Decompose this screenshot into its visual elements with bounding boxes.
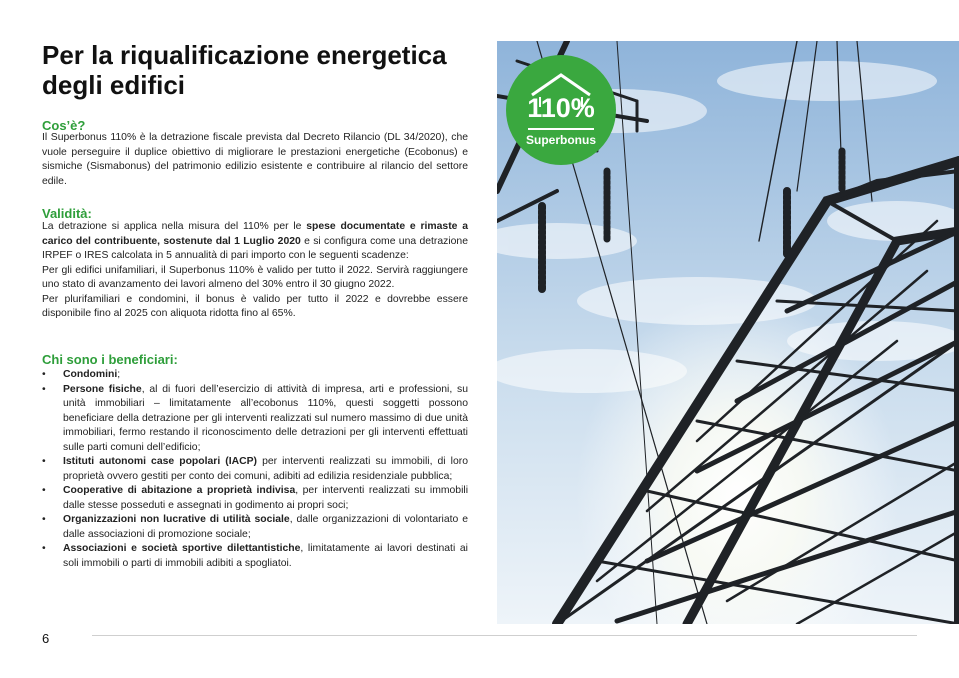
validita-p1-start: La detrazione si applica nella misura del 110% per le [42,221,307,232]
section-heading-cose: Cos’è? [42,118,86,133]
list-item [42,455,468,484]
validita-paragraph-1 [42,220,468,264]
bullet: • [42,383,46,395]
badge-divider [528,128,594,130]
validita-paragraph-2: Per gli edifici unifamiliari, il Superbonus 110% è valido per tutto il 2022. Servirà raggiungere uno stato di avanzamento dei lavori almeno del 30% entro il 30 giugno 2022. [42,264,468,290]
bullet: • [42,543,46,554]
section-heading-beneficiari: Chi sono i beneficiari: [42,352,178,367]
superbonus-badge [506,55,616,165]
validita-paragraph-3: Per plurifamiliari e condomini, il bonus è valido per tutto il 2022 e dovrebbe essere disponibile fino al 2025 con aliquota ridotta fino al 65%. [42,293,468,319]
list-item-text: , limitatamente ai lavori destinati ai soli immobili o parti di immobili adibiti a spogliatoi. [63,543,468,569]
section-heading-validita: Validità: [42,206,92,221]
validita-p1-bold: spese documentate e rimaste a carico del contribuente, sostenute dal 1 Luglio 2020 [42,221,468,247]
list-item-title: Condomini [63,369,118,380]
page-number: 6 [42,631,50,646]
beneficiari-list [42,368,468,571]
list-item-text: per interventi realizzati su immobili, di loro proprietà ovvero gestiti per conto dei comuni, adibiti ad edilizia residenziale pubblica; [63,456,469,482]
list-item [42,484,468,513]
footer-divider [92,635,917,636]
bullet: • [42,514,46,525]
list-item [42,542,468,571]
list-item-title: Cooperative di abitazione a proprietà indivisa [63,485,296,496]
list-item-title: Persone fisiche [63,383,142,395]
list-item-text: ; [117,369,121,380]
badge-percent: 110% [527,93,595,123]
bullet: • [42,369,46,380]
list-item-text: , per interventi realizzati su immobili dalle stesse posseduti e assegnati in godimento ai propri soci; [63,485,469,511]
list-item-title: Organizzazioni non lucrative di utilità sociale [63,514,290,525]
list-item [42,368,468,383]
list-item-text: , dalle organizzazioni di volontariato e dalle associazioni di promozione sociale; [63,514,468,540]
list-item [42,383,468,456]
list-item-text: , al di fuori dell’esercizio di attività di impresa, arti e professioni, su unità immobiliari – limitatamente all’ecobonus 110%, questi soggetti possono beneficiare della detrazione per gli interventi realizzati sul numero massimo di due unità immobiliari, fermo restando il riconoscimento delle detrazioni per gli interventi effettuati sulle parti comuni dell’edificio; [63,383,468,453]
bullet: • [42,456,46,467]
list-item [42,513,468,542]
validita-p1-end: e si configura come una detrazione IRPEF o IRES calcolata in 5 annualità di pari importo con le seguenti scadenze: [42,235,468,261]
bullet: • [42,485,46,496]
page-title: Per la riqualificazione energetica degli edifici [42,40,447,100]
section-text-validita [42,220,468,322]
list-item-title: Istituti autonomi case popolari (IACP) [63,456,258,467]
section-text-cose [42,131,468,189]
list-item-title: Associazioni e società sportive dilettantistiche [63,543,301,554]
cose-paragraph: Il Superbonus 110% è la detrazione fiscale prevista dal Decreto Rilancio (DL 34/2020), che vuole perseguire il duplice obiettivo di migliorare le prestazioni energetiche (Ecobonus) e sismiche (Sismabonus) del patrimonio edilizio esistente e contribuire al rilancio del settore edile. [42,132,468,187]
badge-label: Superbonus [525,133,596,147]
